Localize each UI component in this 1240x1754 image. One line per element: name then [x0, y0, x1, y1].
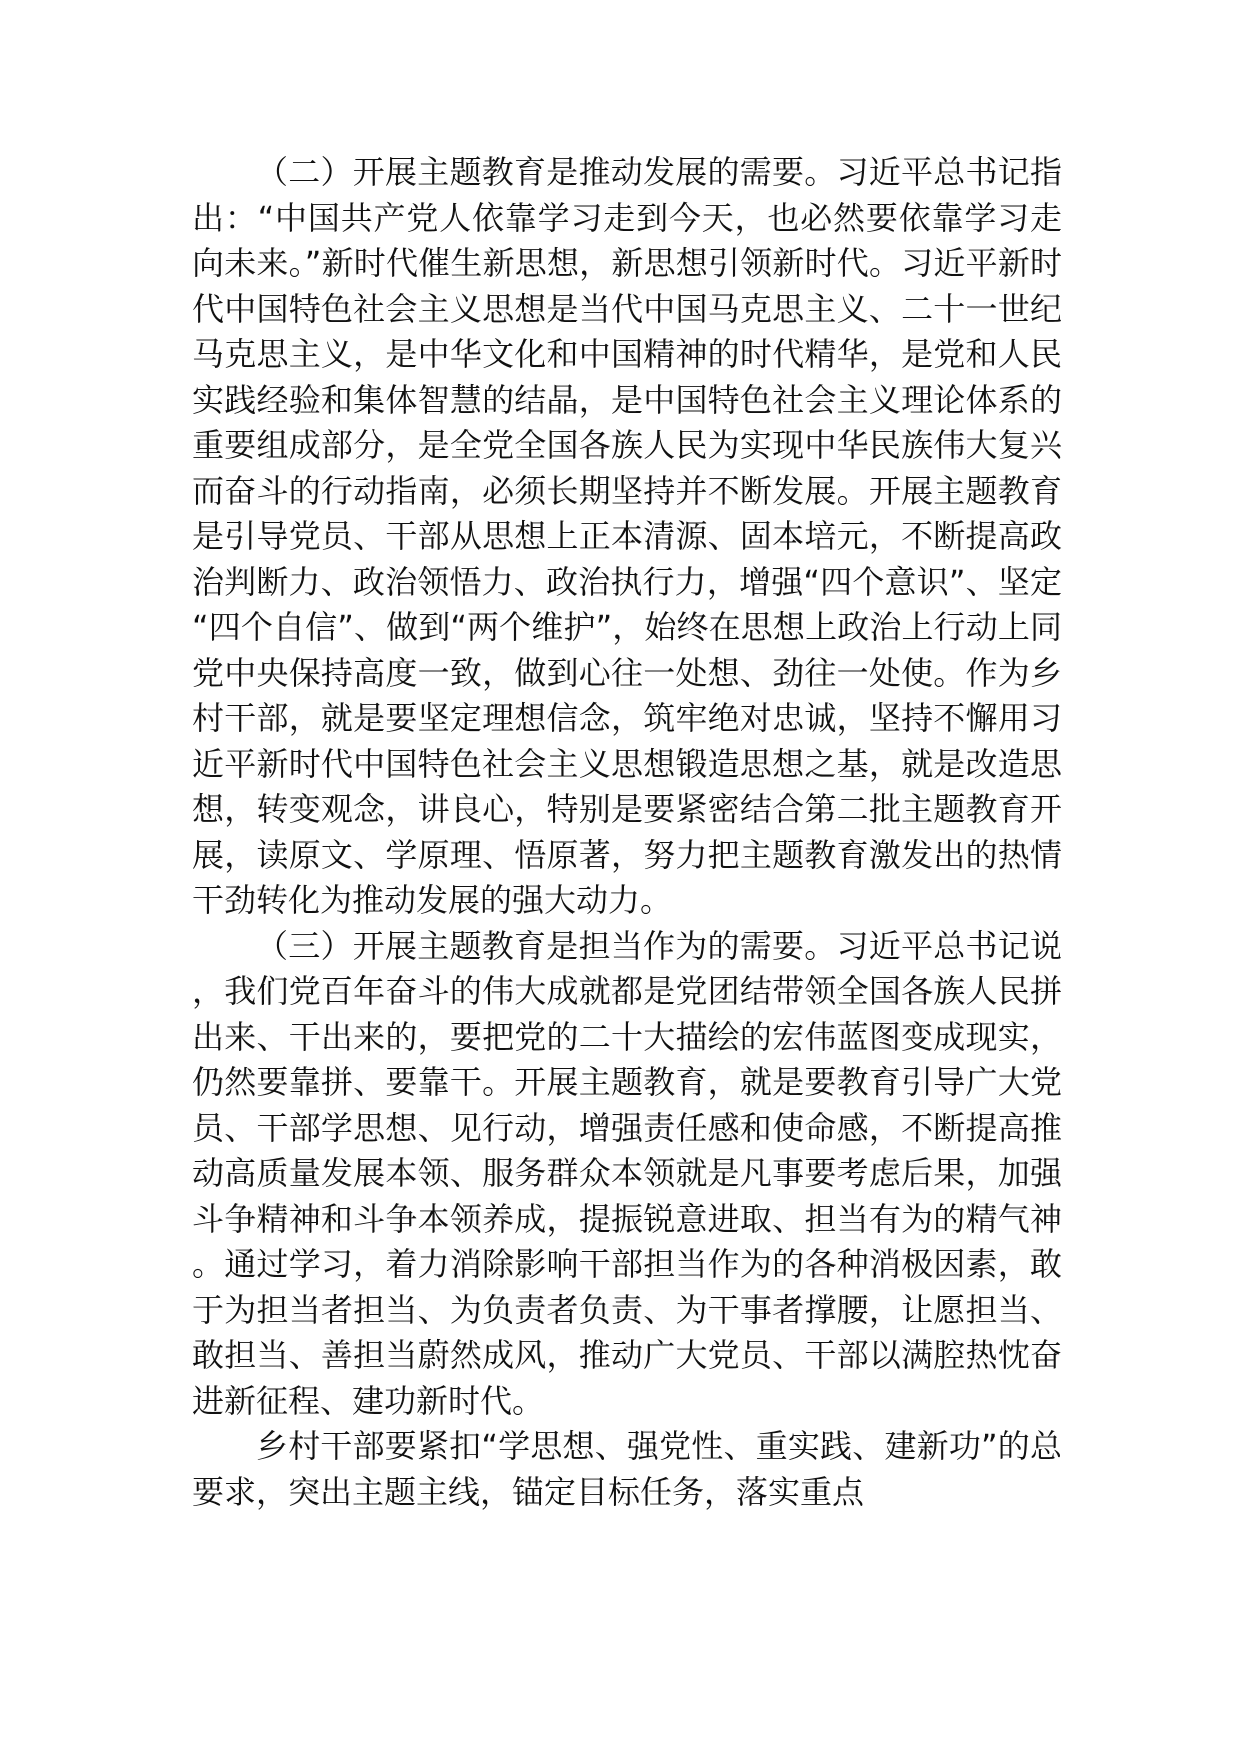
paragraph-promoting-development: （二）开展主题教育是推动发展的需要。习近平总书记指出：“中国共产党人依靠学习走到今天，也必然要依靠学习走向未来。”新时代催生新思想，新思想引领新时代。习近平新时代中国特色社会主义思想是当代中国马克思主义、二十一世纪马克思主义，是中华文化和中国精神的时代精华，是党和人民实践经验和集体智慧的结晶，是中国特色社会主义理论体系的重要组成部分，是全党全国各族人民为实现中华民族伟大复兴而奋斗的行动指南，必须长期坚持并不断发展。开展主题教育是引导党员、干部从思想上正本清源、固本培元，不断提高政治判断力、政治领悟力、政治执行力，增强“四个意识”、坚定“四个自信”、做到“两个维护”，始终在思想上政治上行动上同党中央保持高度一致，做到心往一处想、劲往一处使。作为乡村干部，就是要坚定理想信念，筑牢绝对忠诚，坚持不懈用习近平新时代中国特色社会主义思想锻造思想之基，就是改造思想，转变观念，讲良心，特别是要紧密结合第二批主题教育开展，读原文、学原理、悟原著，努力把主题教育激发出的热情干劲转化为推动发展的强大动力。: [192, 153, 1062, 919]
paragraph-taking-responsibility: （三）开展主题教育是担当作为的需要。习近平总书记说，我们党百年奋斗的伟大成就都是党团结带领全国各族人民拼出来、干出来的，要把党的二十大描绘的宏伟蓝图变成现实，仍然要靠拼、要靠干。开展主题教育，就是要教育引导广大党员、干部学思想、见行动，增强责任感和使命感，不断提高推动高质量发展本领、服务群众本领就是凡事要考虑后果，加强斗争精神和斗争本领养成，提振锐意进取、担当有为的精气神。通过学习，着力消除影响干部担当作为的各种消极因素，敢于为担当者担当、为负责者负责、为干事者撑腰，让愿担当、敢担当、善担当蔚然成风，推动广大党员、干部以满腔热忱奋进新征程、建功新时代。: [192, 926, 1062, 1420]
paragraph-general-requirements: 乡村干部要紧扣“学思想、强党性、重实践、建新功”的总要求，突出主题主线，锚定目标任务，落实重点: [192, 1427, 1062, 1511]
document-body: [192, 150, 1062, 1515]
